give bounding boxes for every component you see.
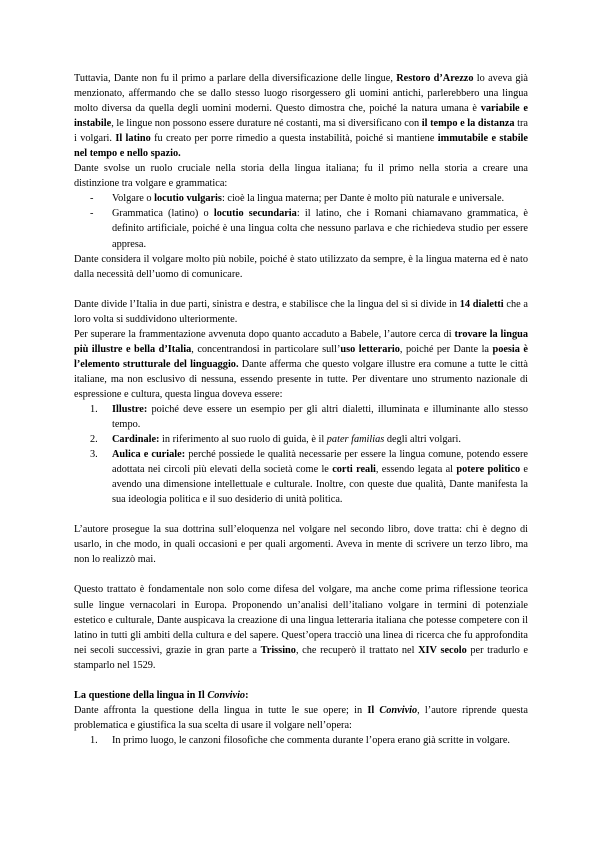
paragraph-gap: [74, 507, 528, 522]
bold-run: 14 dialetti: [459, 298, 504, 310]
text-run: Dante svolse un ruolo cruciale nella storia della lingua italiana; fu il primo nella storia a creare una distinzione tra volgare e grammatica:: [74, 163, 528, 190]
text-run: Dante affronta la questione della lingua in tutte le sue opere; in: [74, 704, 368, 716]
paragraph-treatise-importance: [74, 582, 528, 672]
text-run: Dante considera il volgare molto più nobile, poiché è stato utilizzato da sempre, è la lingua materna ed è nato dalla necessità dell’uomo di comunicare.: [74, 253, 528, 280]
list-marker: -: [90, 193, 94, 205]
text-run: : il latino, che i Romani chiamavano grammatica, è definito artificiale, poiché è una lingua colta che nessuno parlava e che richiedeva studio per essere appresa.: [112, 208, 528, 250]
paragraph-gap: [74, 282, 528, 297]
list-marker: -: [90, 208, 94, 220]
list-marker: 3.: [90, 449, 98, 461]
text-run: tra i volgari.: [74, 118, 528, 145]
text-run: fu creato per porre rimedio a questa instabilità, poiché si mantiene: [150, 133, 438, 145]
bold-run: trovare la lingua più illustre e bella d’Italia: [74, 328, 528, 355]
list-item: [74, 402, 528, 432]
text-run: poiché deve essere un esempio per gli altri dialetti, illuminata e illuminante allo stesso tempo.: [112, 403, 528, 431]
text-run: Questo trattato è fondamentale non solo come difesa del volgare, ma anche come prima riflessione teorica sulle lingue vernacolari in Europa. Proponendo un’analisi dell’italiano volgare in termini di potenziale estetico e culturale, Dante auspicava la creazione di una lingua letteraria italiana che potesse competere con il latino in tutti gli ambiti della cultura e del sapere. Quest’opera tracciò una linea di ricerca che fu approfondita nei secoli successivi, grazie in gran parte a: [74, 584, 528, 656]
paragraph-gap: [74, 567, 528, 582]
section-heading: [74, 688, 528, 703]
paragraph-convivio: [74, 703, 528, 733]
text-run: lo aveva già menzionato, affermando che se dallo stesso luogo risorgessero gli uomini antichi, parlerebbero una lingua molto diversa da quella degli uomini moderni. Questo dimostra che, poiché la natura umana è: [74, 73, 528, 115]
bold-run: immutabile e stabile nel tempo e nello spazio.: [74, 133, 528, 160]
text-run: , poiché per Dante la: [399, 343, 493, 355]
bold-run: uso letterario: [340, 343, 400, 355]
bold-run: Il: [367, 704, 380, 716]
paragraph-volgare-nobile: [74, 252, 528, 282]
text-run: , essendo legata al: [375, 464, 457, 476]
bold-run: Restoro d’Arezzo: [396, 73, 474, 84]
list-item: [74, 432, 528, 447]
paragraph-second-book: [74, 522, 528, 567]
bold-run: Il latino: [115, 133, 151, 145]
text-run: perché possiede le qualità necessarie per essere la lingua comune, potendo essere adottata nei circoli più elevati della società come le: [112, 449, 528, 476]
paragraph-gap: [74, 673, 528, 688]
bold-run: XIV secolo: [418, 644, 467, 656]
text-run: Volgare o: [112, 193, 155, 205]
paragraph-dante-role: [74, 161, 528, 191]
italic-run: Convivio: [207, 689, 246, 701]
text-run: Dante afferma che questo volgare illustre era comune a tutte le città italiane, ma non esclusivo di nessuna, essendo presente in tutte. Per diventare uno strumento nazionale di espressione e cultura, questa lingua doveva essere:: [74, 358, 528, 400]
bold-run: Cardinale:: [112, 434, 160, 446]
text-run: Per superare la frammentazione avvenuta dopo quanto accaduto a Babele, l’autore cerca di: [74, 328, 455, 340]
list-marker: 1.: [90, 734, 98, 746]
paragraph-babel: [74, 327, 528, 402]
text-run: per tradurlo e stamparlo nel 1529.: [74, 644, 528, 671]
text-run: , l’autore riprende questa problematica e giustifica la sua scelta di usare il volgare nell’opera:: [74, 704, 528, 731]
bold-italic-run: Convivio: [379, 704, 418, 716]
bold-run: poesia è l’elemento strutturale del linguaggio.: [74, 343, 528, 370]
numbered-list-convivio: [74, 733, 528, 748]
paragraph-dialect-diversity: [74, 71, 528, 161]
italic-run: pater familias: [326, 434, 385, 446]
numbered-list-qualities: [74, 402, 528, 507]
bold-run: potere politico: [456, 464, 521, 476]
bold-run: locutio secundaria: [213, 208, 297, 220]
bold-run: variabile e instabile: [74, 103, 528, 130]
text-run: Dante divide l’Italia in due parti, sinistra e destra, e stabilisce che la lingua del sì si divide in: [74, 298, 460, 310]
dash-list: [74, 191, 528, 251]
list-item: [74, 206, 528, 251]
text-run: Tuttavia, Dante non fu il primo a parlare della diversificazione delle lingue,: [74, 73, 397, 84]
list-marker: 1.: [90, 403, 98, 415]
list-item: [74, 733, 528, 748]
text-run: degli altri volgari.: [384, 434, 461, 446]
text-run: : cioè la lingua materna; per Dante è molto più naturale e universale.: [221, 193, 505, 205]
text-run: In primo luogo, le canzoni filosofiche che commenta durante l’opera erano già scritte in volgare.: [112, 734, 510, 746]
text-run: che a loro volta si suddividono ulteriormente.: [74, 298, 528, 325]
bold-run: locutio vulgaris: [154, 193, 222, 205]
list-item: [74, 447, 528, 507]
text-run: in riferimento al suo ruolo di guida, è il: [159, 434, 327, 446]
text-run: , le lingue non possono essere durature né costanti, ma si diversificano con: [111, 118, 422, 130]
text-run: , concentrandosi in particolare sull’: [191, 343, 341, 355]
text-run: Grammatica (latino) o: [112, 208, 214, 220]
text-run: :: [245, 689, 249, 701]
bold-run: il tempo e la distanza: [421, 118, 515, 130]
document-body: [74, 71, 528, 748]
list-item: [74, 191, 528, 206]
text-run: , che recuperò il trattato nel: [295, 644, 419, 656]
bold-run: Illustre:: [112, 403, 148, 415]
list-marker: 2.: [90, 434, 98, 446]
text-run: e avendo una dimensione intellettuale e culturale. Inoltre, con queste due qualità, Dante manifesta la sua ideologia politica e il suo desiderio di unità politica.: [112, 464, 528, 506]
text-run: L’autore prosegue la sua dottrina sull’eloquenza nel volgare nel secondo libro, dove tratta: chi è degno di usarlo, in che modo, in quali occasioni e per quali argomenti. Aveva in mente di scrivere un terzo libro, ma non lo realizzò mai.: [74, 524, 528, 566]
paragraph-italy-division: [74, 297, 528, 327]
bold-run: corti reali: [332, 464, 376, 476]
text-run: La questione della lingua in Il: [74, 689, 208, 701]
bold-run: Trissino: [260, 644, 296, 656]
bold-run: Aulica e curiale:: [112, 449, 186, 461]
